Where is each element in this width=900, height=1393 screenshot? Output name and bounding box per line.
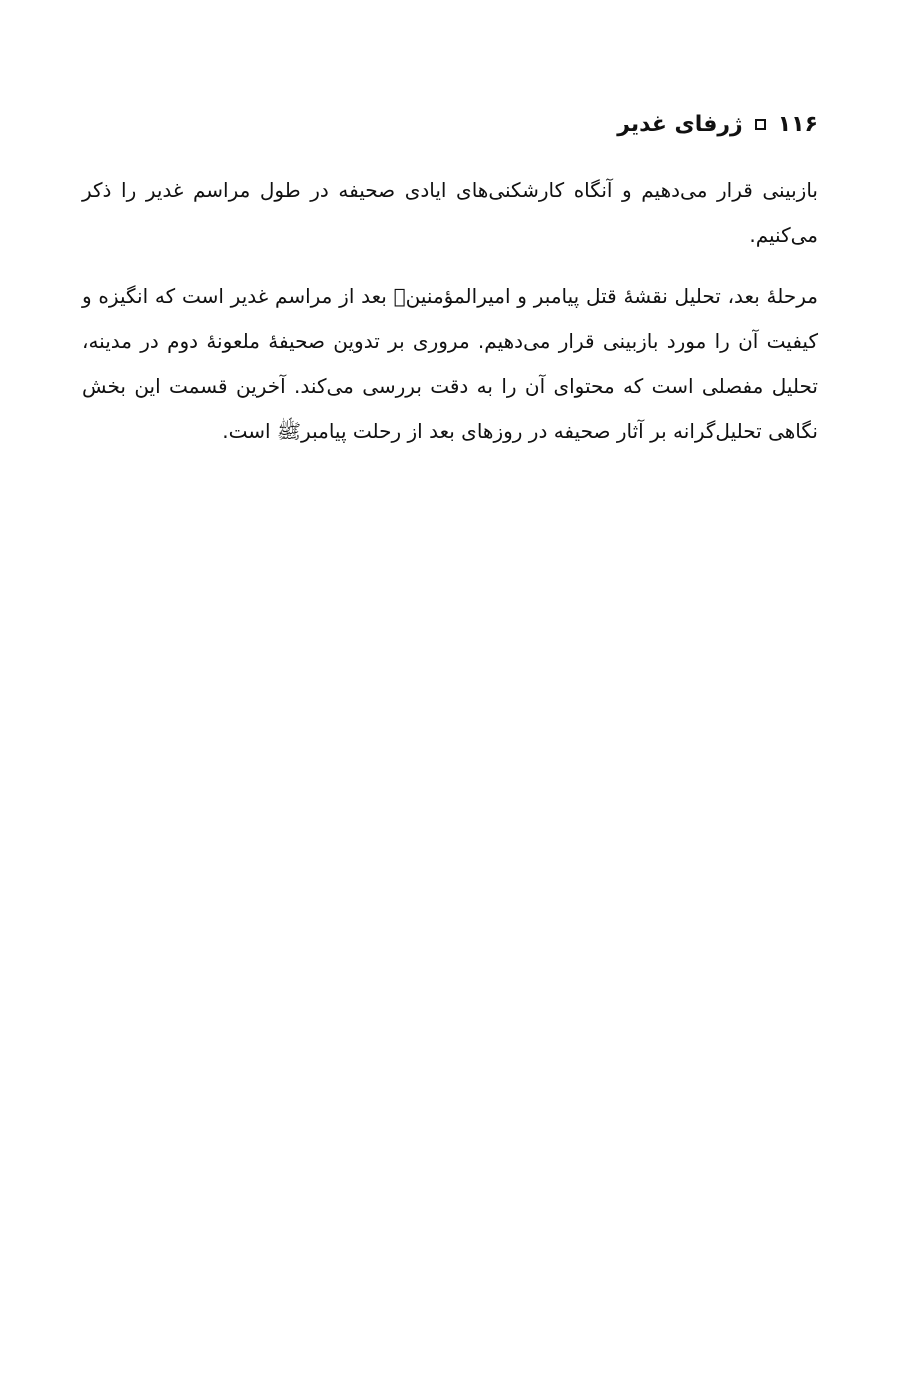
square-outline-icon <box>755 119 766 130</box>
paragraph-2: مرحلهٔ بعد، تحلیل نقشهٔ قتل پیامبر و امیرالمؤمنین﷩ بعد از مراسم غدیر است که انگیزه و کیفیت آن را مورد بازبینی قرار می‌دهیم. مروری بر تدوین صحیفهٔ ملعونهٔ دوم در مدینه، تحلیل مفصلی است که محتوای آن را به دقت بررسی می‌کند. آخرین قسمت این بخش نگاهی تحلیل‌گرانه بر آثار صحیفه در روزهای بعد از رحلت پیامبرﷺ است. <box>82 284 818 443</box>
body-text <box>82 168 818 454</box>
page-header <box>617 112 818 137</box>
page-number: ۱۱۶ <box>777 112 818 137</box>
paragraph-1: بازبینی قرار می‌دهیم و آنگاه کارشکنی‌های ایادی صحیفه در طول مراسم غدیر را ذکر می‌کنیم. <box>82 178 818 247</box>
running-title: ژرفای غدیر <box>617 112 743 137</box>
